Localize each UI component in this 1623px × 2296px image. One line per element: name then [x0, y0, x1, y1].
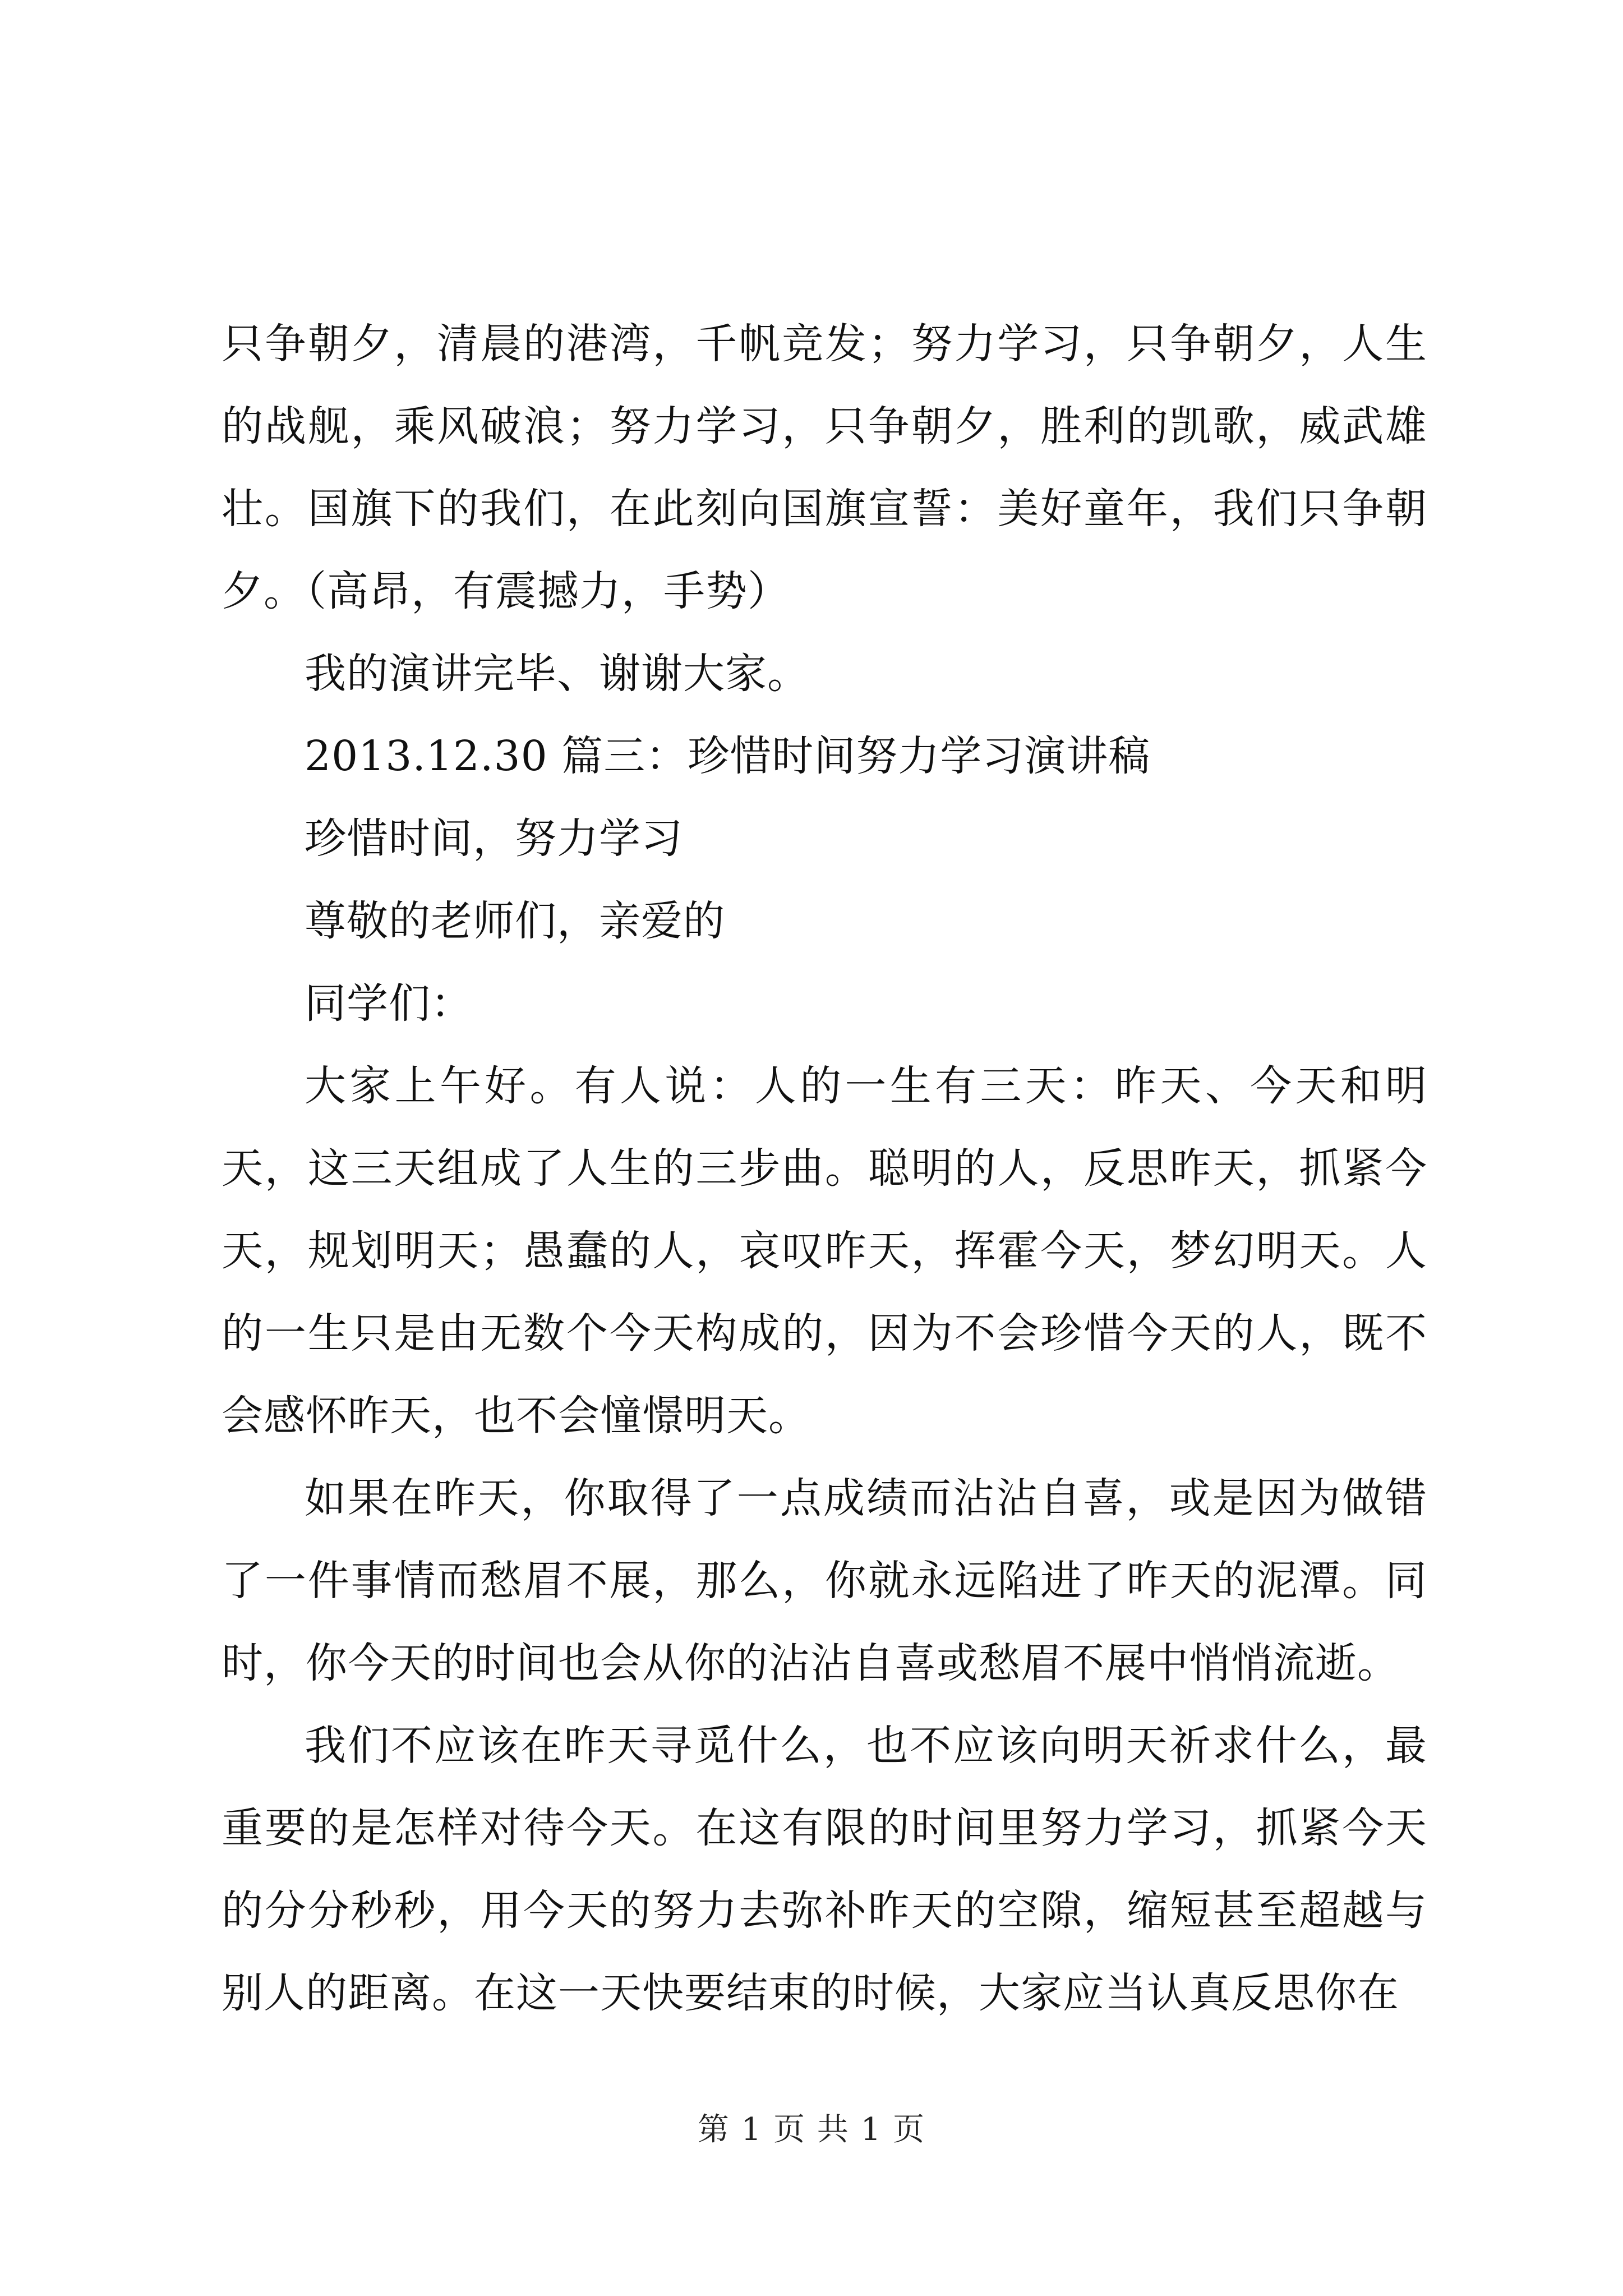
page-footer: 第 1 页 共 1 页 — [697, 2111, 926, 2148]
paragraph-3: 2013.12.30 篇三：珍惜时间努力学习演讲稿 — [305, 732, 1151, 780]
paragraph-4: 珍惜时间，努力学习 — [305, 815, 683, 863]
paragraph-9: 我们不应该在昨天寻觅什么，也不应该向明天祈求什么，最重要的是怎样对待今天。在这有限的时间里努力学习，抓紧今天的分分秒秒，用今天的努力去弥补昨天的空隙，缩短甚至超越与别人的距离。在这一天快要结束的时候，大家应当认真反思你在 — [222, 1722, 1427, 2017]
paragraph-6: 同学们： — [305, 979, 473, 1028]
paragraph-2: 我的演讲完毕、谢谢大家。 — [305, 650, 809, 698]
document-body — [222, 303, 1427, 2035]
paragraph-5: 尊敬的老师们，亲爱的 — [305, 897, 725, 945]
paragraph-7: 大家上午好。有人说：人的一生有三天：昨天、今天和明天，这三天组成了人生的三步曲。聪明的人，反思昨天，抓紧今天，规划明天；愚蠢的人，哀叹昨天，挥霍今天，梦幻明天。人的一生只是由无数个今天构成的，因为不会珍惜今天的人，既不会感怀昨天，也不会憧憬明天。 — [222, 1062, 1427, 1440]
paragraph-8: 如果在昨天，你取得了一点成绩而沾沾自喜，或是因为做错了一件事情而愁眉不展，那么，你就永远陷进了昨天的泥潭。同时，你今天的时间也会从你的沾沾自喜或愁眉不展中悄悄流逝。 — [222, 1474, 1427, 1687]
paragraph-1: 只争朝夕，清晨的港湾，千帆竞发；努力学习，只争朝夕，人生的战舰，乘风破浪；努力学习，只争朝夕，胜利的凯歌，威武雄壮。国旗下的我们，在此刻向国旗宣誓：美好童年，我们只争朝夕。（高昂，有震撼力，手势） — [222, 320, 1427, 615]
